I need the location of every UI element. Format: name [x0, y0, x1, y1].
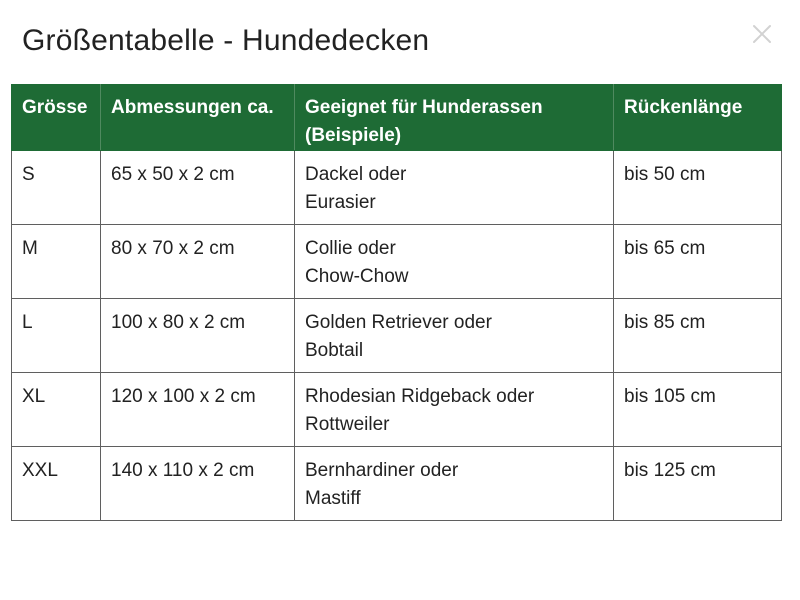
cell-breeds-line1: Bernhardiner oder [305, 460, 459, 481]
cell-dimensions: 65 x 50 x 2 cm [101, 151, 295, 225]
cell-dimensions: 80 x 70 x 2 cm [101, 225, 295, 299]
cell-back-length: bis 50 cm [614, 151, 782, 225]
close-icon [750, 22, 774, 46]
cell-breeds-line1: Collie oder [305, 238, 396, 259]
cell-back-length: bis 105 cm [614, 373, 782, 447]
table-row [12, 447, 782, 521]
cell-size: XL [12, 373, 101, 447]
cell-dimensions: 100 x 80 x 2 cm [101, 299, 295, 373]
cell-breeds-line2: Mastiff [305, 488, 361, 509]
cell-breeds [295, 373, 614, 447]
close-button[interactable] [750, 22, 774, 46]
header-back-length [614, 85, 782, 151]
cell-breeds [295, 447, 614, 521]
cell-breeds-line2: Rottweiler [305, 414, 390, 435]
header-size-label: Grösse [22, 97, 88, 118]
cell-breeds [295, 151, 614, 225]
cell-size: S [12, 151, 101, 225]
cell-size: L [12, 299, 101, 373]
header-size [12, 85, 101, 151]
table-row [12, 373, 782, 447]
page-title: Größentabelle - Hundedecken [22, 24, 430, 57]
cell-breeds [295, 225, 614, 299]
cell-size: M [12, 225, 101, 299]
cell-back-length: bis 85 cm [614, 299, 782, 373]
table-row [12, 151, 782, 225]
cell-breeds-line2: Chow-Chow [305, 266, 409, 287]
table-header-row [12, 85, 782, 151]
cell-breeds-line1: Dackel oder [305, 164, 407, 185]
cell-back-length: bis 125 cm [614, 447, 782, 521]
cell-breeds-line2: Bobtail [305, 340, 364, 361]
header-breeds [295, 85, 614, 151]
table-row [12, 299, 782, 373]
header-dimensions [101, 85, 295, 151]
cell-breeds [295, 299, 614, 373]
cell-dimensions: 140 x 110 x 2 cm [101, 447, 295, 521]
cell-breeds-line2: Eurasier [305, 192, 376, 213]
header-dimensions-label: Abmessungen ca. [111, 97, 274, 118]
cell-back-length: bis 65 cm [614, 225, 782, 299]
header-breeds-sublabel: (Beispiele) [305, 125, 402, 146]
cell-size: XXL [12, 447, 101, 521]
header-back-length-label: Rückenlänge [624, 97, 743, 118]
header-breeds-label: Geeignet für Hunderassen [305, 97, 543, 118]
table-row [12, 225, 782, 299]
size-table [11, 84, 782, 521]
cell-breeds-line1: Golden Retriever oder [305, 312, 492, 333]
cell-breeds-line1: Rhodesian Ridgeback oder [305, 386, 535, 407]
cell-dimensions: 120 x 100 x 2 cm [101, 373, 295, 447]
